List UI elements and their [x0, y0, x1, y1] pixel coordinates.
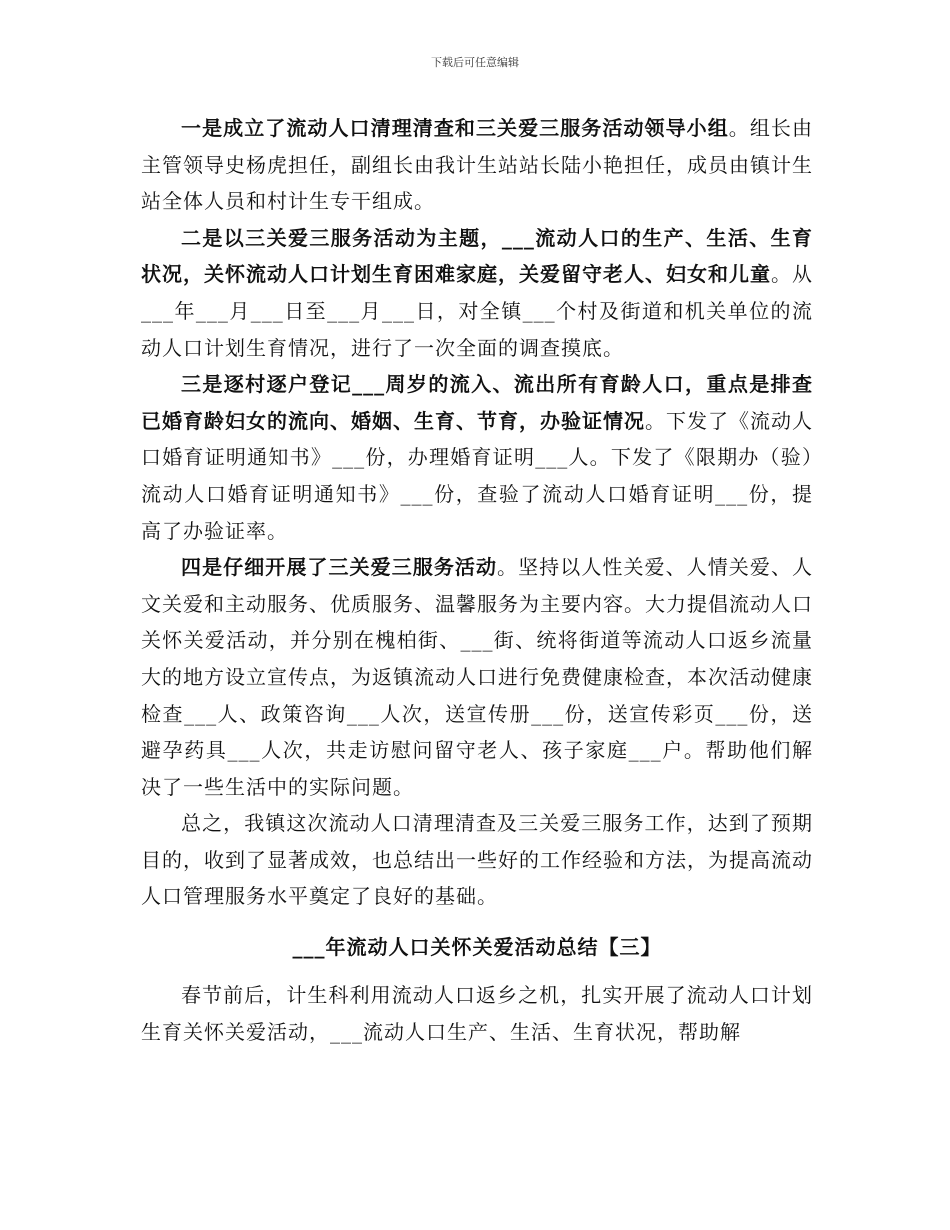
paragraph-4: [141, 549, 813, 805]
paragraph-3-text: 。下发了《流动人口婚育证明通知书》___份，办理婚育证明___人。下发了《限期办（验）流动人口婚育证明通知书》___份，查验了流动人口婚育证明___份，提高了办验证率。: [141, 408, 813, 543]
paragraph-2: [141, 220, 813, 366]
paragraph-2-text: 。从___年___月___日至___月___日，对全镇___个村及街道和机关单位的流动人口计划生育情况，进行了一次全面的调查摸底。: [141, 262, 813, 360]
paragraph-4-lead: 四是仔细开展了三关爱三服务活动: [181, 555, 498, 580]
document-body: [141, 110, 813, 1050]
paragraph-5-text: 总之，我镇这次流动人口清理清查及三关爱三服务工作，达到了预期目的，收到了显著成效，也总结出一些好的工作经验和方法，为提高流动人口管理服务水平奠定了良好的基础。: [141, 811, 813, 909]
paragraph-2-lead: 二是以三关爱三服务活动为主题，___流动人口的生产、生活、生育状况，关怀流动人口计划生育困难家庭，关爱留守老人、妇女和儿童: [141, 225, 813, 287]
paragraph-3: [141, 366, 813, 549]
section-paragraph-1: [141, 977, 813, 1050]
paragraph-1-text: 。组长由主管领导史杨虎担任，副组长由我计生站站长陆小艳担任，成员由镇计生站全体人员和村计生专干组成。: [141, 116, 814, 214]
paragraph-4-text: 。坚持以人性关爱、人情关爱、人文关爱和主动服务、优质服务、温馨服务为主要内容。大力提倡流动人口关怀关爱活动，并分别在槐柏街、___街、统将街道等流动人口返乡流量大的地方设立宣传点，为返镇流动人口进行免费健康检查，本次活动健康检查___人、政策咨询___人次，送宣传册___份，送宣传彩页___份，送避孕药具___人次，共走访慰问留守老人、孩子家庭___户。帮助他们解决了一些生活中的实际问题。: [141, 555, 814, 799]
paragraph-3-lead: 三是逐村逐户登记___周岁的流入、流出所有育龄人口，重点是排查已婚育龄妇女的流向、婚姻、生育、节育，办验证情况: [141, 372, 813, 433]
page-header: 下载后可任意编辑: [431, 56, 519, 69]
section-title: ___年流动人口关怀关爱活动总结【三】: [292, 935, 662, 960]
paragraph-1: [141, 110, 813, 220]
section-paragraph-1-text: 春节前后，计生科利用流动人口返乡之机，扎实开展了流动人口计划生育关怀关爱活动，___流动人口生产、生活、生育状况，帮助解: [141, 983, 813, 1044]
paragraph-1-lead: 一是成立了流动人口清理清查和三关爱三服务活动领导小组: [181, 116, 729, 140]
paragraph-5: [141, 805, 813, 915]
